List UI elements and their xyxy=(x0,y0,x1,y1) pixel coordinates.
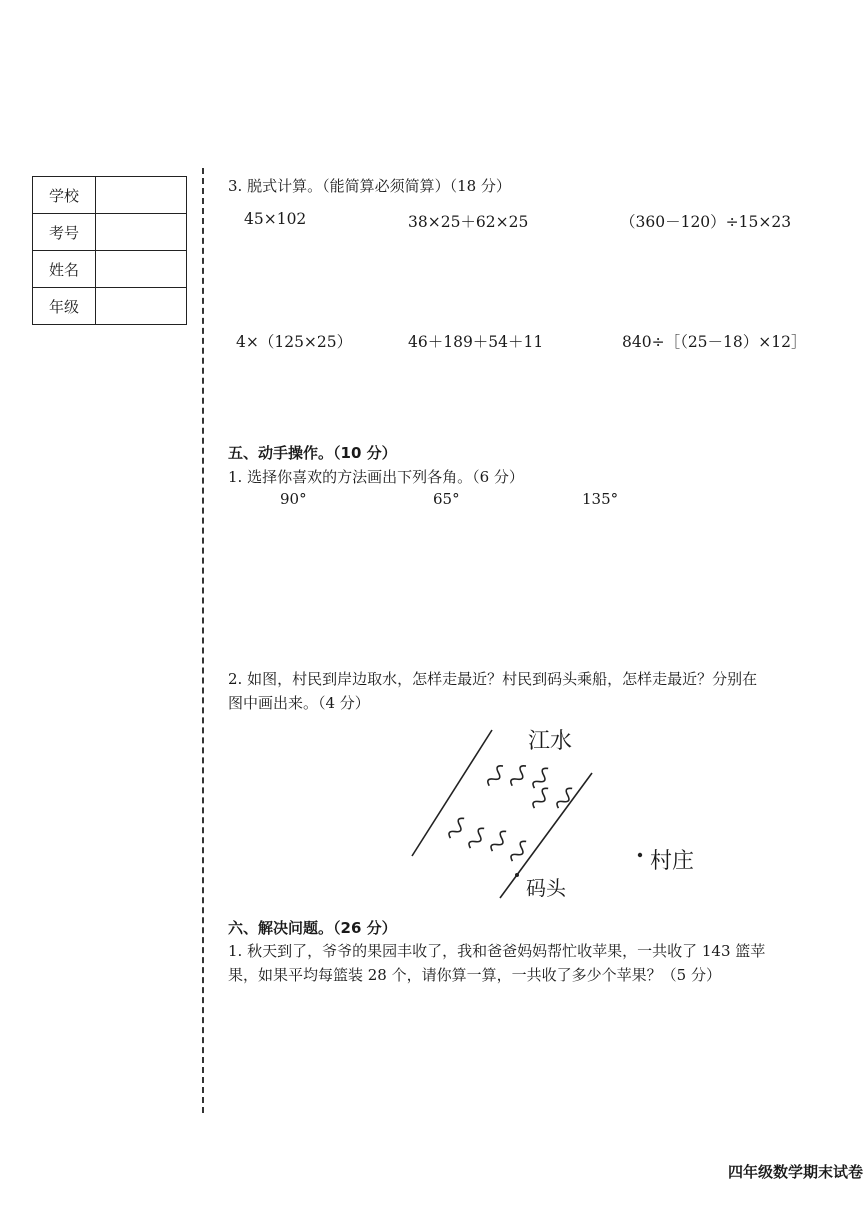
expression-4: 4×（125×25） xyxy=(236,333,353,351)
binding-line-separator xyxy=(202,168,204,1113)
info-row-name xyxy=(33,251,187,288)
expression-3: （360－120）÷15×23 xyxy=(620,213,792,231)
expression-6: 840÷［（25－18）×12］ xyxy=(622,333,807,351)
exam-number-field[interactable] xyxy=(96,214,187,251)
school-field[interactable] xyxy=(96,177,187,214)
school-label: 学校 xyxy=(33,177,96,214)
name-field[interactable] xyxy=(96,251,187,288)
river-label: 江水 xyxy=(528,729,573,754)
angle-65: 65° xyxy=(433,490,460,508)
dock-point xyxy=(515,873,519,877)
student-info-table xyxy=(32,176,187,325)
angle-135: 135° xyxy=(582,490,619,508)
expression-2: 38×25＋62×25 xyxy=(408,213,529,231)
section5-question2-line1: 2. 如图，村民到岸边取水，怎样走最近？村民到码头乘船，怎样走最近？分别在 xyxy=(228,670,758,688)
village-label: 村庄 xyxy=(650,849,695,874)
grade-label: 年级 xyxy=(33,288,96,325)
section6-question1-line2: 果，如果平均每篮装 28 个，请你算一算，一共收了多少个苹果？（5 分） xyxy=(228,966,721,984)
expression-1: 45×102 xyxy=(244,210,307,228)
section3-title: 3. 脱式计算。（能简算必须简算）（18 分） xyxy=(228,177,511,195)
section5-title: 五、动手操作。（10 分） xyxy=(228,444,397,462)
grade-field[interactable] xyxy=(96,288,187,325)
water-waves-icon xyxy=(447,764,575,864)
name-label: 姓名 xyxy=(33,251,96,288)
expression-5: 46＋189＋54＋11 xyxy=(408,333,544,351)
village-point xyxy=(638,853,642,857)
section6-title: 六、解决问题。（26 分） xyxy=(228,919,397,937)
exam-number-label: 考号 xyxy=(33,214,96,251)
info-row-school xyxy=(33,177,187,214)
section5-question2-line2: 图中画出来。（4 分） xyxy=(228,694,370,712)
info-row-grade xyxy=(33,288,187,325)
angle-90: 90° xyxy=(280,490,307,508)
info-row-exam-number xyxy=(33,214,187,251)
dock-label: 码头 xyxy=(526,876,566,900)
section5-question1: 1. 选择你喜欢的方法画出下列各角。（6 分） xyxy=(228,468,524,486)
section6-question1-line1: 1. 秋天到了，爷爷的果园丰收了，我和爸爸妈妈帮忙收苹果，一共收了 143 篮苹 xyxy=(228,942,766,960)
page-footer-title: 四年级数学期末试卷 xyxy=(728,1163,864,1181)
